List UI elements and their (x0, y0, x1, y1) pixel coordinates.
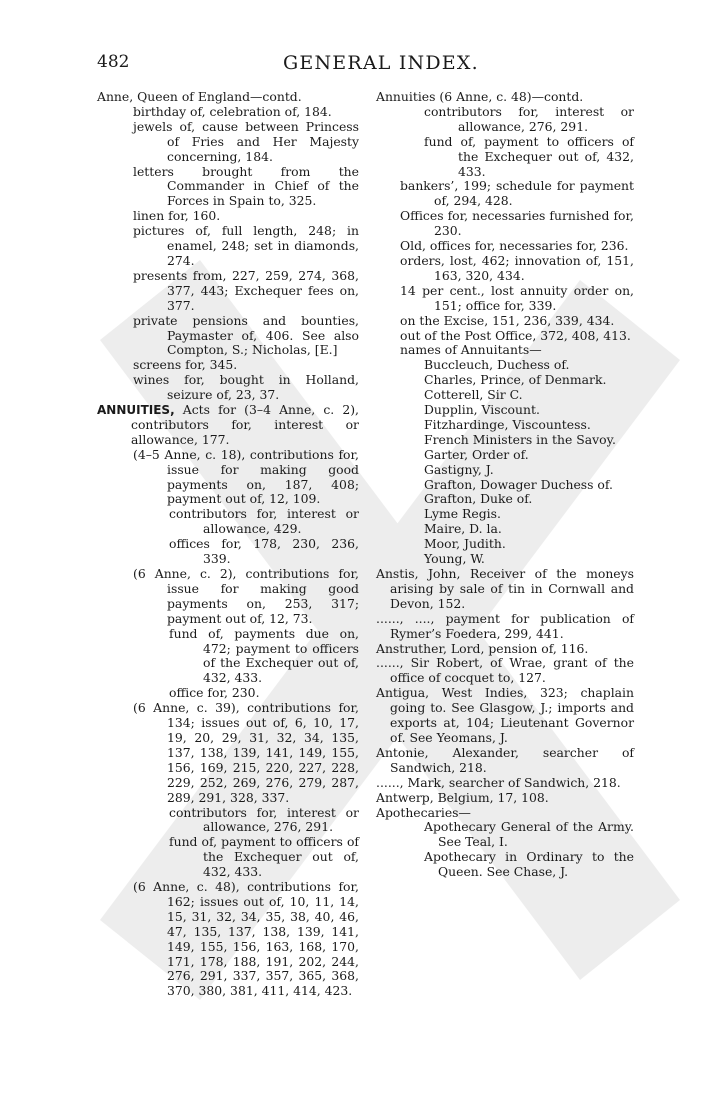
index-entry: Fitzhardinge, Viscountess. (424, 416, 591, 432)
index-entry: (6 Anne, c. 2), contributions for, issue for making good payments on, 253, 317; payment out of, 12, 73. (133, 566, 359, 626)
index-heading: ANNUITIES, (97, 403, 175, 418)
index-entry: Apothecary General of the Army. See Teal, I. (424, 819, 634, 850)
index-entry: ......, Mark, searcher of Sandwich, 218. (376, 774, 621, 790)
index-entry: Maire, D. la. (424, 521, 502, 537)
index-entry: orders, lost, 462; innovation of, 151, 163, 320, 434. (400, 252, 634, 283)
index-entry: (4–5 Anne, c. 18), contributions for, issue for making good payments on, 187, 408; payment out of, 12, 109. (133, 446, 359, 507)
index-entry: screens for, 345. (133, 357, 238, 373)
index-entry: Anne, Queen of England—contd. (97, 89, 302, 104)
index-entry: letters brought from the Commander in Chief of the Forces in Spain to, 325. (133, 163, 359, 209)
index-entry: Antigua, West Indies, 323; chaplain going to. See Glasgow, J.; imports and exports at, 104; Lieutenant Governor of. See Yeomans, J. (376, 685, 634, 745)
index-entry: wines for, bought in Holland, seizure of, 23, 37. (133, 372, 359, 403)
index-entry: Annuities (6 Anne, c. 48)—contd. (376, 89, 584, 104)
index-entry (97, 403, 359, 448)
page-header (97, 48, 637, 78)
index-entry: Apothecaries— (376, 804, 471, 820)
index-entry: ......, Sir Robert, of Wrae, grant of the office of cocquet to, 127. (376, 655, 634, 686)
index-entry: birthday of, celebration of, 184. (133, 103, 332, 119)
index-entry: Offices for, necessaries furnished for, 230. (400, 208, 634, 239)
index-entry: fund of, payments due on, 472; payment to officers of the Exchequer out of, 432, 433. (169, 625, 359, 686)
index-column-left (97, 90, 359, 999)
index-entry: Grafton, Duke of. (424, 491, 533, 507)
index-entry: pictures of, full length, 248; in enamel, 248; set in diamonds, 274. (133, 223, 359, 268)
index-entry: Antwerp, Belgium, 17, 108. (376, 789, 549, 805)
index-entry: contributors for, interest or allowance, 429. (169, 506, 359, 537)
index-entry: presents from, 227, 259, 274, 368, 377, 443; Exchequer fees on, 377. (133, 267, 359, 313)
running-title: GENERAL INDEX. (283, 52, 479, 74)
index-entry: Garter, Order of. (424, 446, 529, 462)
page-number: 482 (97, 52, 130, 72)
index-entry: jewels of, cause between Princess of Fries and Her Majesty concerning, 184. (133, 118, 359, 164)
index-entry-text: Acts for (3–4 Anne, c. 2), contributors for, interest or allowance, 177. (131, 402, 359, 447)
index-entry: Charles, Prince, of Denmark. (424, 372, 607, 388)
index-entry: Old, offices for, necessaries for, 236. (400, 238, 629, 254)
index-entry: linen for, 160. (133, 208, 221, 224)
index-entry: Cotterell, Sir C. (424, 387, 523, 403)
index-entry: private pensions and bounties, Paymaster of, 406. See also Compton, S.; Nicholas, [E.] (133, 312, 359, 358)
index-entry: Anstis, John, Receiver of the moneys arising by sale of tin in Cornwall and Devon, 152. (376, 566, 634, 611)
index-entry: ......, ...., payment for publication of Rymer’s Foedera, 299, 441. (376, 610, 634, 641)
index-entry: Lyme Regis. (424, 506, 501, 522)
index-entry: contributors for, interest or allowance, 276, 291. (424, 103, 634, 134)
index-entry: fund of, payment to officers of the Exchequer out of, 432, 433. (424, 133, 634, 179)
index-entry: fund of, payment to officers of the Exchequer out of, 432, 433. (169, 834, 359, 880)
index-entry: names of Annuitants— (400, 342, 542, 358)
index-entry: 14 per cent., lost annuity order on, 151; office for, 339. (400, 282, 634, 313)
index-entry: out of the Post Office, 372, 408, 413. (400, 327, 631, 343)
index-entry: offices for, 178, 230, 236, 339. (169, 536, 359, 567)
index-entry: Buccleuch, Duchess of. (424, 357, 570, 373)
index-entry: Young, W. (424, 551, 485, 567)
index-entry: (6 Anne, c. 39), contributions for, 134; issues out of, 6, 10, 17, 19, 20, 29, 31, 32, 34, 135, 137, 138, 139, 141, 149, 155, 156, 169, 215, 220, 227, 228, 229, 252, 269, 276, 279, 287, 289, 291, 328, 337. (133, 700, 359, 805)
index-entry: on the Excise, 151, 236, 339, 434. (400, 312, 615, 328)
index-entry: Dupplin, Viscount. (424, 402, 540, 418)
index-entry: contributors for, interest or allowance, 276, 291. (169, 804, 359, 835)
index-entry: Anstruther, Lord, pension of, 116. (376, 640, 589, 656)
index-entry: Antonie, Alexander, searcher of Sandwich, 218. (376, 744, 634, 775)
index-entry: Gastigny, J. (424, 461, 494, 477)
index-entry: (6 Anne, c. 48), contributions for, 162; issues out of, 10, 11, 14, 15, 31, 32, 34, 35, 38, 40, 46, 47, 135, 137, 138, 139, 141, 149, 155, 156, 163, 168, 170, 171, 178, 188, 191, 202, 244, 276, 291, 337, 357, 365, 368, 370, 380, 381, 411, 414, 423. (133, 879, 359, 999)
index-entry: French Ministers in the Savoy. (424, 431, 616, 447)
index-entry: bankers’, 199; schedule for payment of, 294, 428. (400, 178, 634, 209)
index-entry: Moor, Judith. (424, 536, 506, 552)
index-entry: Apothecary in Ordinary to the Queen. See Chase, J. (424, 849, 634, 880)
index-entry: office for, 230. (169, 685, 260, 701)
index-entry: Grafton, Dowager Duchess of. (424, 476, 613, 492)
index-column-right (376, 90, 634, 880)
